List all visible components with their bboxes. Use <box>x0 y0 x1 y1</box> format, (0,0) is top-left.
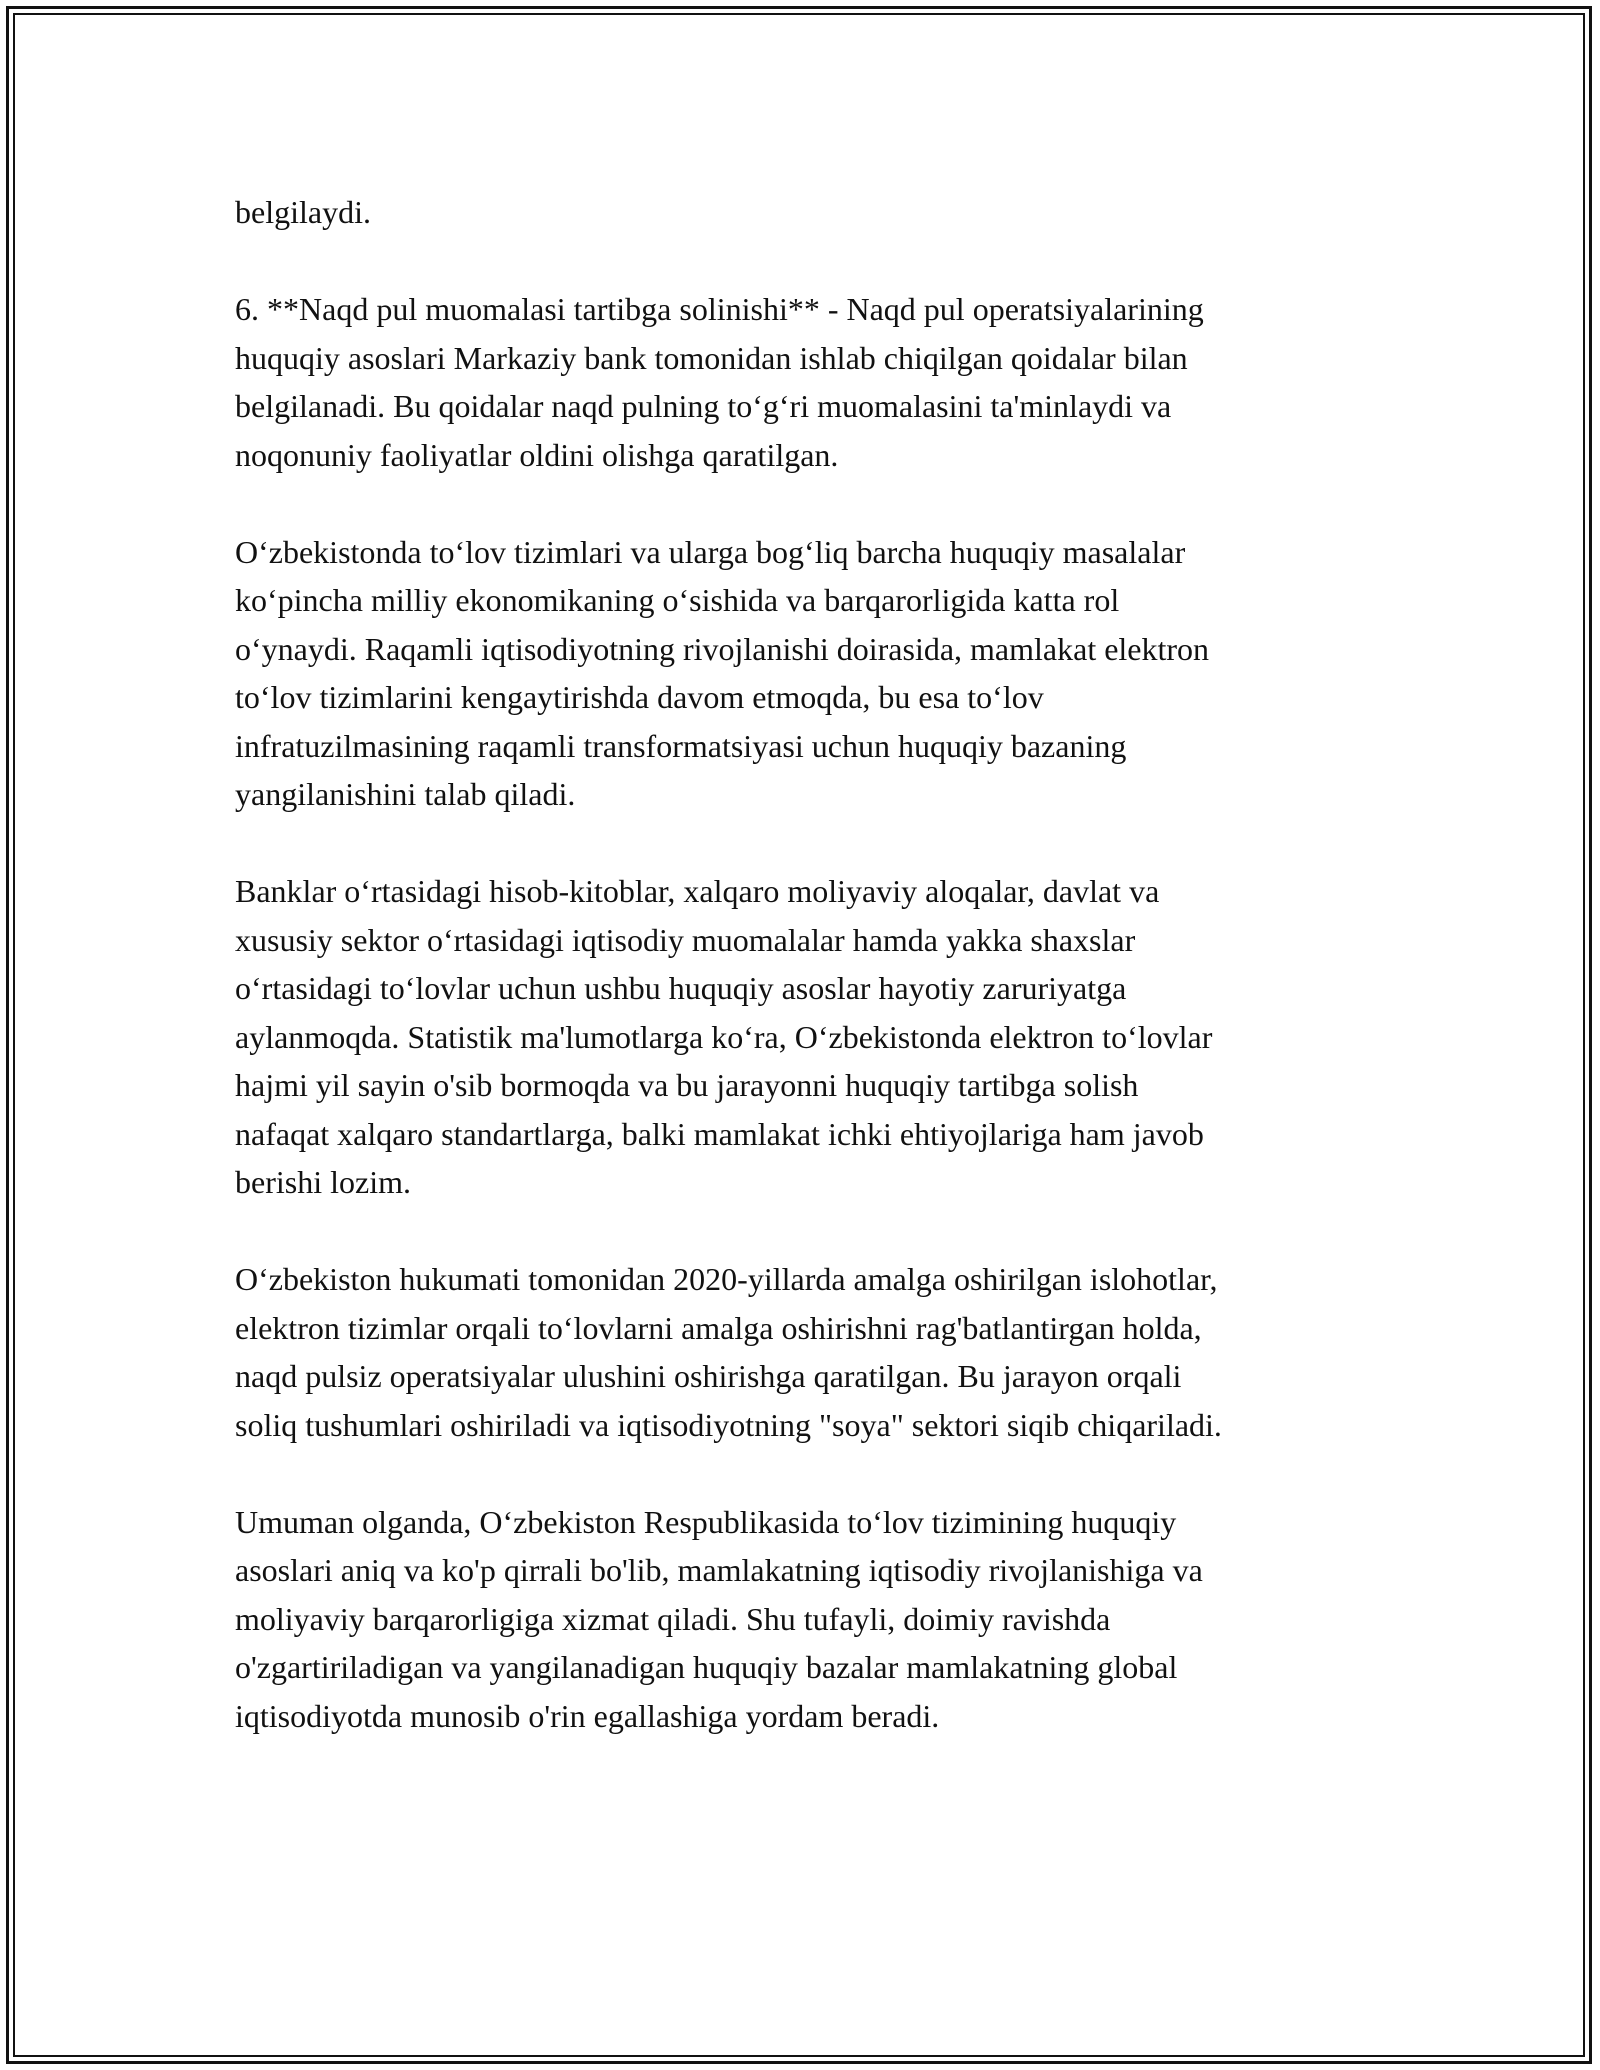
paragraph-interbank-settlements: Banklar o‘rtasidagi hisob-kitoblar, xalqaro moliyaviy aloqalar, davlat va xususiy sektor o‘rtasidagi iqtisodiy muomalalar hamda yakka shaxslar o‘rtasidagi to‘lovlar uchun ushbu huquqiy asoslar hayotiy zaruriyatga aylanmoqda. Statistik ma'lumotlarga ko‘ra, O‘zbekistonda elektron to‘lovlar hajmi yil sayin o'sib bormoqda va bu jarayonni huquqiy tartibga solish nafaqat xalqaro standartlarga, balki mamlakat ichki ehtiyojlariga ham javob berishi lozim. <box>235 873 1213 1200</box>
paragraph-cash-circulation: 6. **Naqd pul muomalasi tartibga solinishi** - Naqd pul operatsiyalarining huquqiy asoslari Markaziy bank tomonidan ishlab chiqilgan qoidalar bilan belgilanadi. Bu qoidalar naqd pulning to‘g‘ri muomalasini ta'minlaydi va noqonuniy faoliyatlar oldini olishga qaratilgan. <box>235 291 1204 473</box>
document-body <box>235 188 1385 1740</box>
paragraph-continuation: belgilaydi. <box>235 194 371 230</box>
paragraph-government-reforms: O‘zbekiston hukumati tomonidan 2020-yillarda amalga oshirilgan islohotlar, elektron tizimlar orqali to‘lovlarni amalga oshirishni rag'batlantirgan holda, naqd pulsiz operatsiyalar ulushini oshirishga qaratilgan. Bu jarayon orqali soliq tushumlari oshiriladi va iqtisodiyotning "soya" sektori siqib chiqariladi. <box>235 1261 1222 1443</box>
paragraph-conclusion: Umuman olganda, O‘zbekiston Respublikasida to‘lov tizimining huquqiy asoslari aniq va ko'p qirrali bo'lib, mamlakatning iqtisodiy rivojlanishiga va moliyaviy barqarorligiga xizmat qiladi. Shu tufayli, doimiy ravishda o'zgartiriladigan va yangilanadigan huquqiy bazalar mamlakatning global iqtisodiyotda munosib o'rin egallashiga yordam beradi. <box>235 1503 1203 1734</box>
paragraph-payment-systems: O‘zbekistonda to‘lov tizimlari va ularga bog‘liq barcha huquqiy masalalar ko‘pincha milliy ekonomikaning o‘sishida va barqarorligida katta rol o‘ynaydi. Raqamli iqtisodiyotning rivojlanishi doirasida, mamlakat elektron to‘lov tizimlarini kengaytirishda davom etmoqda, bu esa to‘lov infratuzilmasining raqamli transformatsiyasi uchun huquqiy bazaning yangilanishini talab qiladi. <box>235 533 1210 812</box>
